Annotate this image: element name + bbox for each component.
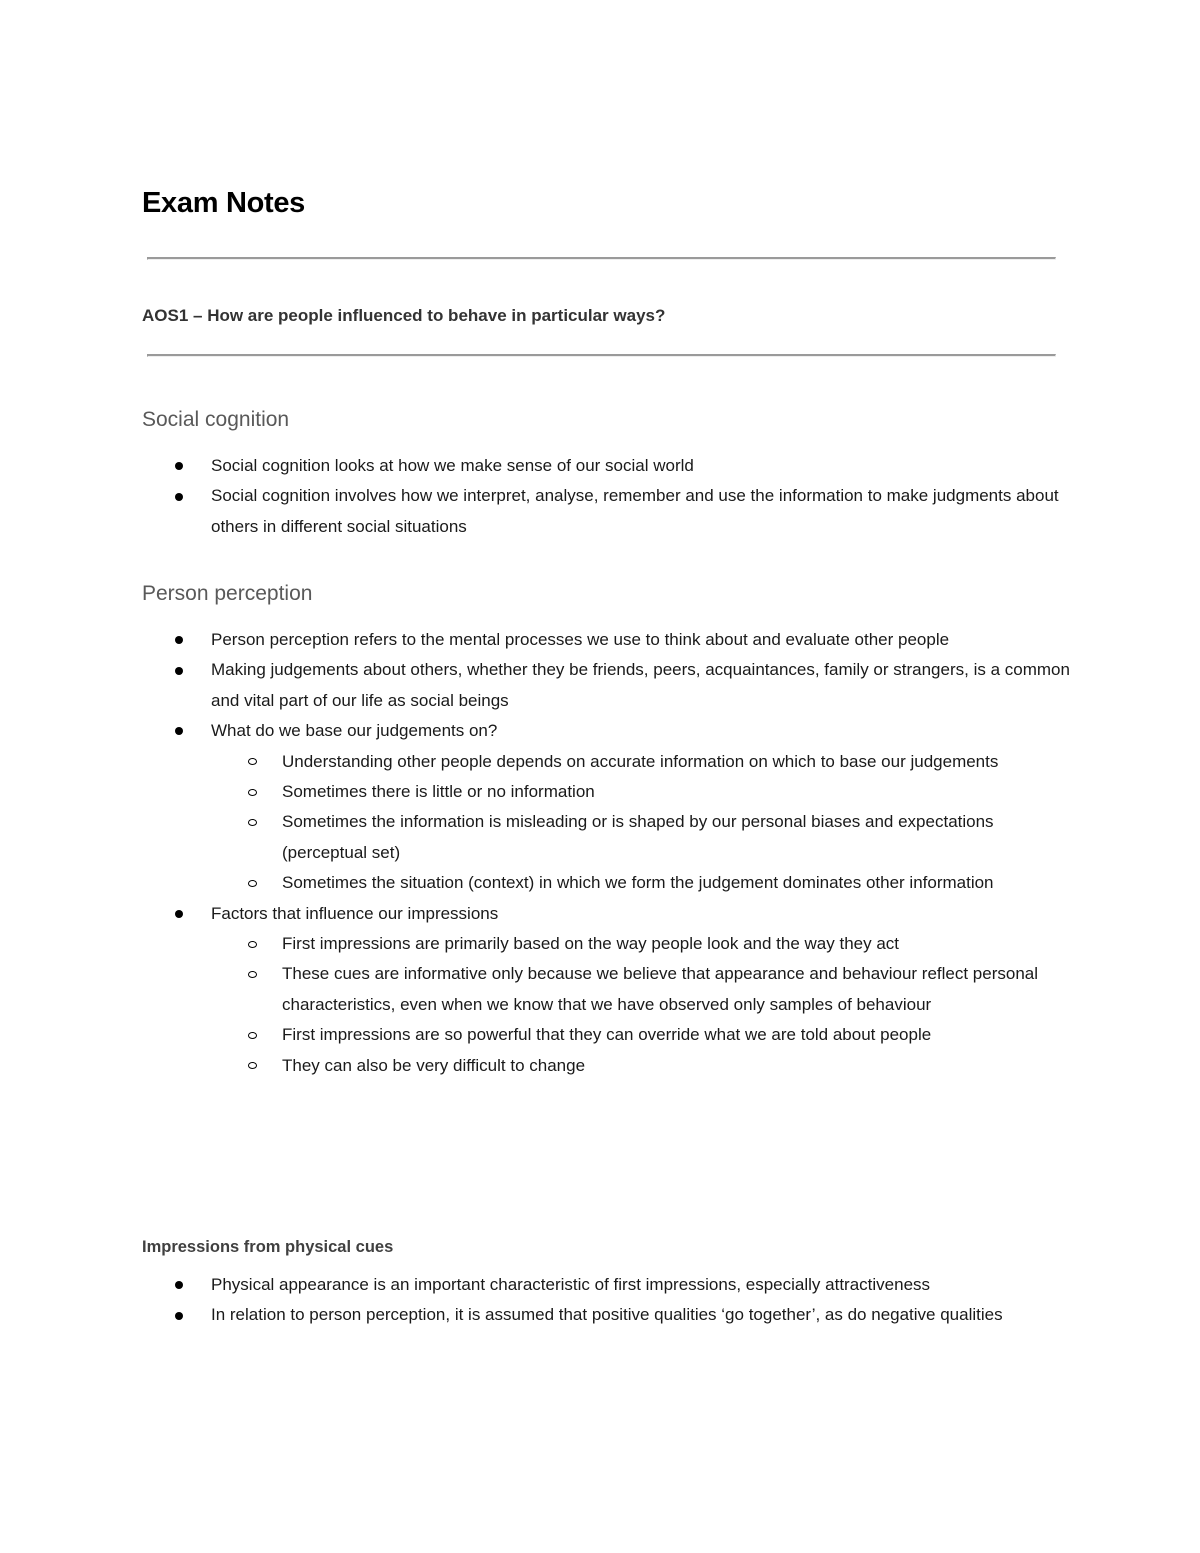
list-item-text: Sometimes the information is misleading or is shaped by our personal biases and expectations (perceptual set) bbox=[282, 812, 994, 862]
list-item-text: They can also be very difficult to change bbox=[282, 1055, 586, 1075]
list-item-text: Physical appearance is an important characteristic of first impressions, especially attractiveness bbox=[211, 1275, 931, 1294]
circle-bullet-icon bbox=[248, 807, 257, 837]
sub-list-item bbox=[0, 1020, 1072, 1050]
list-item bbox=[0, 1300, 1071, 1330]
list-item bbox=[0, 625, 1071, 655]
circle-bullet-icon bbox=[248, 747, 257, 777]
list-item bbox=[0, 1270, 1071, 1300]
bullet-icon bbox=[175, 481, 183, 511]
list-item bbox=[0, 655, 1071, 716]
bullet-icon bbox=[175, 716, 183, 746]
list-item-text: Understanding other people depends on accurate information on which to base our judgements bbox=[282, 751, 999, 771]
list-item-text: Sometimes the situation (context) in which we form the judgement dominates other information bbox=[282, 873, 994, 893]
bullet-icon bbox=[175, 451, 183, 481]
list-item-text: These cues are informative only because we believe that appearance and behaviour reflect personal characteristics, even when we know that we have observed only samples of behaviour bbox=[282, 964, 1039, 1014]
circle-bullet-icon bbox=[248, 929, 257, 959]
social-cognition-list bbox=[0, 451, 1071, 542]
list-item-text: First impressions are primarily based on the way people look and the way they act bbox=[282, 934, 900, 954]
sub-list-item bbox=[0, 777, 1072, 807]
physical-cues-list bbox=[0, 1270, 1071, 1331]
sub-heading-physical-cues: Impressions from physical cues bbox=[142, 1238, 394, 1256]
bullet-icon bbox=[175, 655, 183, 685]
section-heading-person-perception: Person perception bbox=[142, 582, 313, 605]
list-item-text: First impressions are so powerful that they can override what we are told about people bbox=[282, 1025, 932, 1045]
circle-bullet-icon bbox=[248, 777, 257, 807]
circle-bullet-icon bbox=[248, 959, 257, 989]
document-title: Exam Notes bbox=[142, 187, 306, 219]
list-item bbox=[0, 451, 1071, 481]
aos-heading: AOS1 – How are people influenced to behave in particular ways? bbox=[142, 306, 666, 325]
sub-list-item bbox=[0, 1051, 1072, 1081]
list-item-text: Making judgements about others, whether they be friends, peers, acquaintances, family or strangers, is a common and vital part of our life as social beings bbox=[211, 660, 1070, 710]
bullet-icon bbox=[175, 899, 183, 929]
horizontal-rule-top bbox=[147, 257, 1056, 260]
list-item-text: In relation to person perception, it is assumed that positive qualities ‘go together’, as do negative qualities bbox=[211, 1305, 1003, 1325]
section-heading-social-cognition: Social cognition bbox=[142, 408, 290, 431]
sub-list-item bbox=[0, 807, 1072, 868]
list-item bbox=[0, 716, 1071, 746]
list-item-text: Sometimes there is little or no information bbox=[282, 782, 595, 802]
sub-list-item bbox=[0, 959, 1072, 1020]
circle-bullet-icon bbox=[248, 868, 257, 898]
bullet-icon bbox=[175, 625, 183, 655]
list-item bbox=[0, 899, 1071, 929]
list-item-text: Social cognition involves how we interpret, analyse, remember and use the information to make judgments about others in different social situations bbox=[211, 486, 1059, 536]
list-item-text: Person perception refers to the mental processes we use to think about and evaluate other people bbox=[211, 630, 950, 649]
person-perception-list bbox=[0, 625, 1072, 1081]
bullet-icon bbox=[175, 1270, 183, 1300]
sub-list-item bbox=[0, 929, 1072, 959]
sub-list-item bbox=[0, 868, 1072, 898]
list-item-text: Factors that influence our impressions bbox=[211, 903, 499, 923]
circle-bullet-icon bbox=[248, 1051, 257, 1081]
bullet-icon bbox=[175, 1300, 183, 1330]
list-item bbox=[0, 481, 1071, 542]
sub-list-item bbox=[0, 747, 1072, 777]
list-item-text: What do we base our judgements on? bbox=[211, 721, 498, 741]
horizontal-rule-bottom bbox=[147, 354, 1056, 357]
circle-bullet-icon bbox=[248, 1020, 257, 1050]
list-item-text: Social cognition looks at how we make sense of our social world bbox=[211, 456, 694, 475]
